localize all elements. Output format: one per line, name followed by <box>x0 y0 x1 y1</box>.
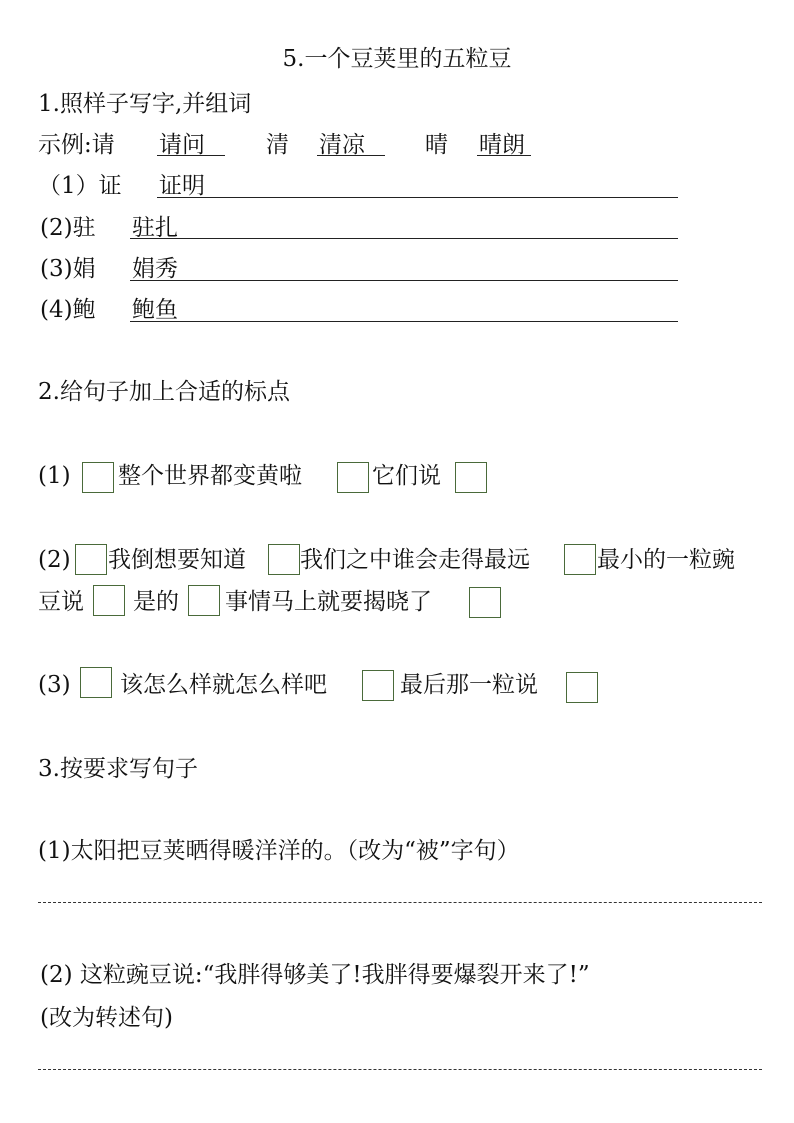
q2-s3-num: (3) <box>38 672 71 698</box>
answer-line-2[interactable] <box>38 1069 762 1070</box>
punct-box[interactable] <box>337 462 369 493</box>
example-underline-3 <box>477 155 531 156</box>
example-word-2: 清凉 <box>319 132 365 158</box>
q1-item-1-answer[interactable]: 证明 <box>159 173 205 199</box>
punct-box[interactable] <box>362 670 394 701</box>
q2-s3-text-b: 最后那一粒说 <box>400 672 538 698</box>
example-underline-1 <box>157 155 225 156</box>
q1-item-2-label: (2)驻 <box>40 215 96 241</box>
punct-box[interactable] <box>93 585 125 616</box>
punct-box[interactable] <box>564 544 596 575</box>
punct-box[interactable] <box>268 544 300 575</box>
example-word-1: 请问 <box>159 132 205 158</box>
q1-item-4-line <box>130 321 678 322</box>
q2-s2-num: (2) <box>38 547 71 573</box>
q1-item-2-answer[interactable]: 驻扎 <box>132 215 178 241</box>
q1-item-4-label: (4)鲍 <box>40 297 96 323</box>
q1-item-4-answer[interactable]: 鲍鱼 <box>132 297 178 323</box>
q2-s1-num: (1) <box>38 463 71 489</box>
q2-s3-text-a: 该怎么样就怎么样吧 <box>120 672 327 698</box>
q1-heading: 1.照样子写字,并组词 <box>38 91 252 117</box>
q1-item-2-line <box>130 238 678 239</box>
q3-prompt-1: (1)太阳把豆荚晒得暖洋洋的。（改为“被”字句） <box>38 838 520 864</box>
example-char-2: 清 <box>266 132 289 158</box>
q2-s2-text-c: 最小的一粒豌 <box>597 547 735 573</box>
q2-s2-text-d: 豆说 <box>38 589 84 615</box>
q1-item-3-line <box>130 280 678 281</box>
q2-heading: 2.给句子加上合适的标点 <box>38 379 290 405</box>
answer-line-1[interactable] <box>38 902 762 903</box>
q2-s2-text-b: 我们之中谁会走得最远 <box>300 547 530 573</box>
example-word-3: 晴朗 <box>479 132 525 158</box>
q2-s2-text-a: 我倒想要知道 <box>108 547 246 573</box>
q1-item-3-answer[interactable]: 娟秀 <box>132 256 178 282</box>
q1-item-3-label: (3)娟 <box>40 256 96 282</box>
punct-box[interactable] <box>566 672 598 703</box>
q1-item-1-line <box>157 197 678 198</box>
page-title: 5.一个豆荚里的五粒豆 <box>282 46 512 72</box>
example-label: 示例:请 <box>38 132 115 158</box>
punct-box[interactable] <box>455 462 487 493</box>
punct-box[interactable] <box>75 544 107 575</box>
q3-prompt-2-instruction: (改为转述句) <box>40 1005 173 1031</box>
q2-s1-text-b: 它们说 <box>372 463 441 489</box>
punct-box[interactable] <box>188 585 220 616</box>
q3-heading: 3.按要求写句子 <box>38 756 198 782</box>
punct-box[interactable] <box>469 587 501 618</box>
q3-prompt-2: (2) 这粒豌豆说:“我胖得够美了!我胖得要爆裂开来了!” <box>40 962 590 988</box>
example-char-3: 晴 <box>425 132 448 158</box>
punct-box[interactable] <box>82 462 114 493</box>
q1-item-1-label: （1）证 <box>38 173 122 199</box>
example-underline-2 <box>317 155 385 156</box>
q2-s1-text-a: 整个世界都变黄啦 <box>118 463 302 489</box>
q2-s2-text-e: 是的 <box>133 589 179 615</box>
punct-box[interactable] <box>80 667 112 698</box>
q2-s2-text-f: 事情马上就要揭晓了 <box>225 589 432 615</box>
